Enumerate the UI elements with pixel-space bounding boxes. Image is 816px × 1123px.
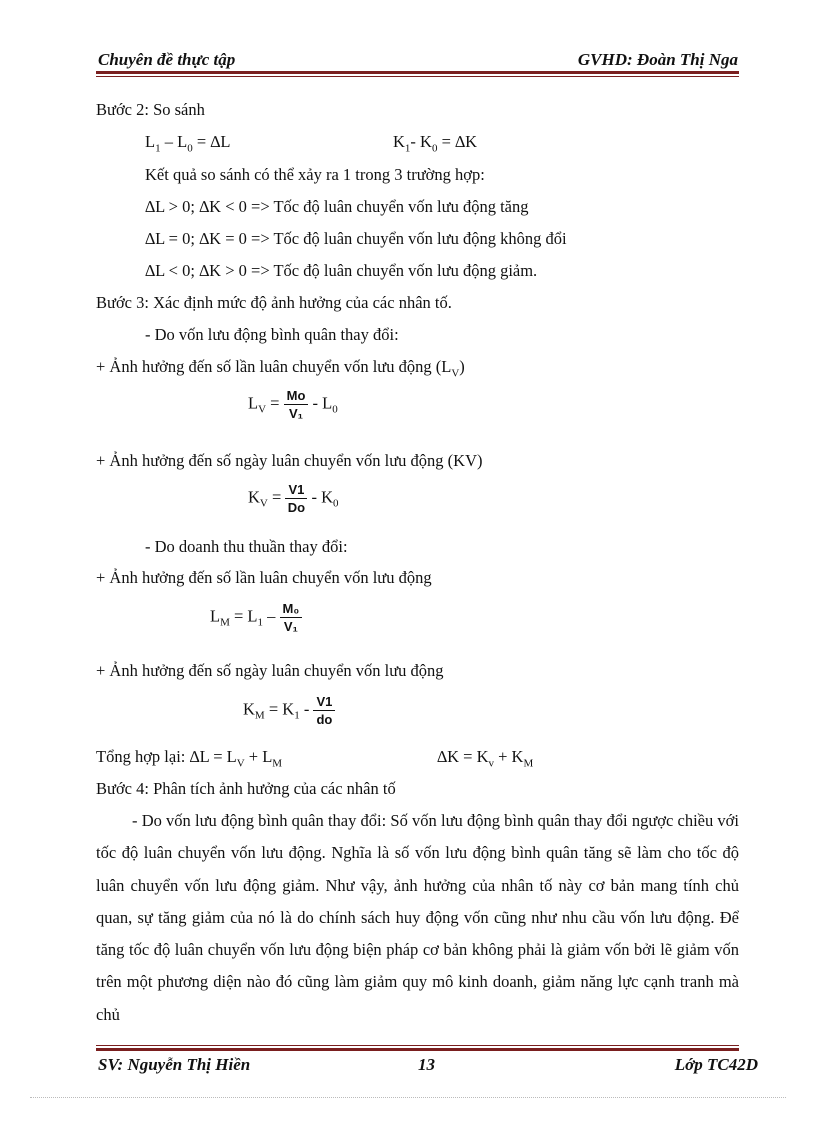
footer-class: Lớp TC42D (674, 1055, 758, 1074)
fraction-lv: $\frac{Mo}{\text{V₁}}$ (284, 388, 309, 421)
footer-student: SV: Nguyễn Thị Hiền (98, 1055, 251, 1074)
header-title: Chuyên đề thực tập (98, 50, 236, 69)
step2-eq-l: $L_1 - L_0 = \Delta L$ (145, 132, 231, 155)
step3-km-text: + Ảnh hưởng đến số ngày luân chuyển vốn lưu động (96, 661, 444, 680)
header-rule-thin (96, 76, 739, 77)
summary-l: Tổng hợp lại: $\Delta L = L_V + L_M$ (96, 747, 283, 770)
formula-lm: $L_M = L_1$ – $\frac{\text{M₀}}{\text{V₁}}$ (210, 601, 302, 634)
fraction-km: $\frac{V1}{do}$ (313, 694, 335, 727)
formula-km: $K_M = K_1$ - $\frac{V1}{do}$ (243, 694, 335, 727)
step2-result: Kết quả so sánh có thể xảy ra 1 trong 3 trường hợp: (145, 165, 485, 184)
step3-title: Bước 3: Xác định mức độ ảnh hưởng của các nhân tố. (96, 293, 452, 312)
formula-lv: $L_V$ = $\frac{Mo}{\text{V₁}}$ - $L_0$ (248, 388, 338, 421)
step3-lv-text: + Ảnh hưởng đến số lần luân chuyển vốn lưu động $(L_V)$ (96, 357, 465, 380)
step2-title: Bước 2: So sánh (96, 100, 205, 119)
step2-eq-k: $K_1-$ $K_0 = \Delta K$ (393, 132, 478, 155)
fraction-kv: $\frac{V1}{Do}$ (285, 482, 307, 515)
step3-revenue-title: - Do doanh thu thuần thay đổi: (145, 537, 348, 556)
step4-paragraph: - Do vốn lưu động bình quân thay đổi: Số vốn lưu động bình quân thay đổi ngược chiều với tốc độ luân chuyển vốn lưu động. Nghĩa là số vốn lưu động bình quân tăng sẽ làm cho tốc độ luân chuyển vốn lưu động giảm. Như vậy, ảnh hưởng của nhân tố này cơ bản mang tính chủ quan, sự tăng giảm của nó là do chính sách huy động vốn cũng như nhu cầu vốn lưu động. Để tăng tốc độ luân chuyển vốn lưu động biện pháp cơ bản không phải là giảm vốn bởi lẽ giảm vốn trên một phương diện nào đó cũng làm giảm quy mô kinh doanh, giảm năng lực cạnh tranh mà chủ (96, 811, 739, 1024)
footer-rule-thin (96, 1045, 739, 1046)
step2-case-3: ∆L < 0; ∆K > 0 => Tốc độ luân chuyển vốn lưu động giảm. (145, 261, 538, 280)
header-rule (96, 71, 739, 74)
footer-rule (96, 1048, 739, 1051)
step2-case-2: ∆L = 0; ∆K = 0 => Tốc độ luân chuyển vốn lưu động không đổi (145, 229, 567, 248)
step2-case-1: ∆L > 0; ∆K < 0 => Tốc độ luân chuyển vốn lưu động tăng (145, 197, 529, 216)
fraction-lm: $\frac{\text{M₀}}{\text{V₁}}$ (280, 601, 303, 634)
summary-k: $\Delta K = K_v + K_M$ (437, 747, 534, 770)
step3-kv-text: + Ảnh hưởng đến số ngày luân chuyển vốn lưu động (KV) (96, 451, 483, 470)
step3-lm-text: + Ảnh hưởng đến số lần luân chuyển vốn lưu động (96, 568, 432, 587)
step3-capital-title: - Do vốn lưu động bình quân thay đổi: (145, 325, 399, 344)
step4-title: Bước 4: Phân tích ảnh hưởng của các nhân tố (96, 779, 396, 798)
formula-kv: $K_V$ = $\frac{V1}{Do}$ - $K_0$ (248, 482, 339, 515)
header-advisor: GVHD: Đoàn Thị Nga (577, 50, 738, 69)
footer-page-number: 13 (418, 1055, 435, 1074)
page-edge-dots (30, 1097, 786, 1098)
